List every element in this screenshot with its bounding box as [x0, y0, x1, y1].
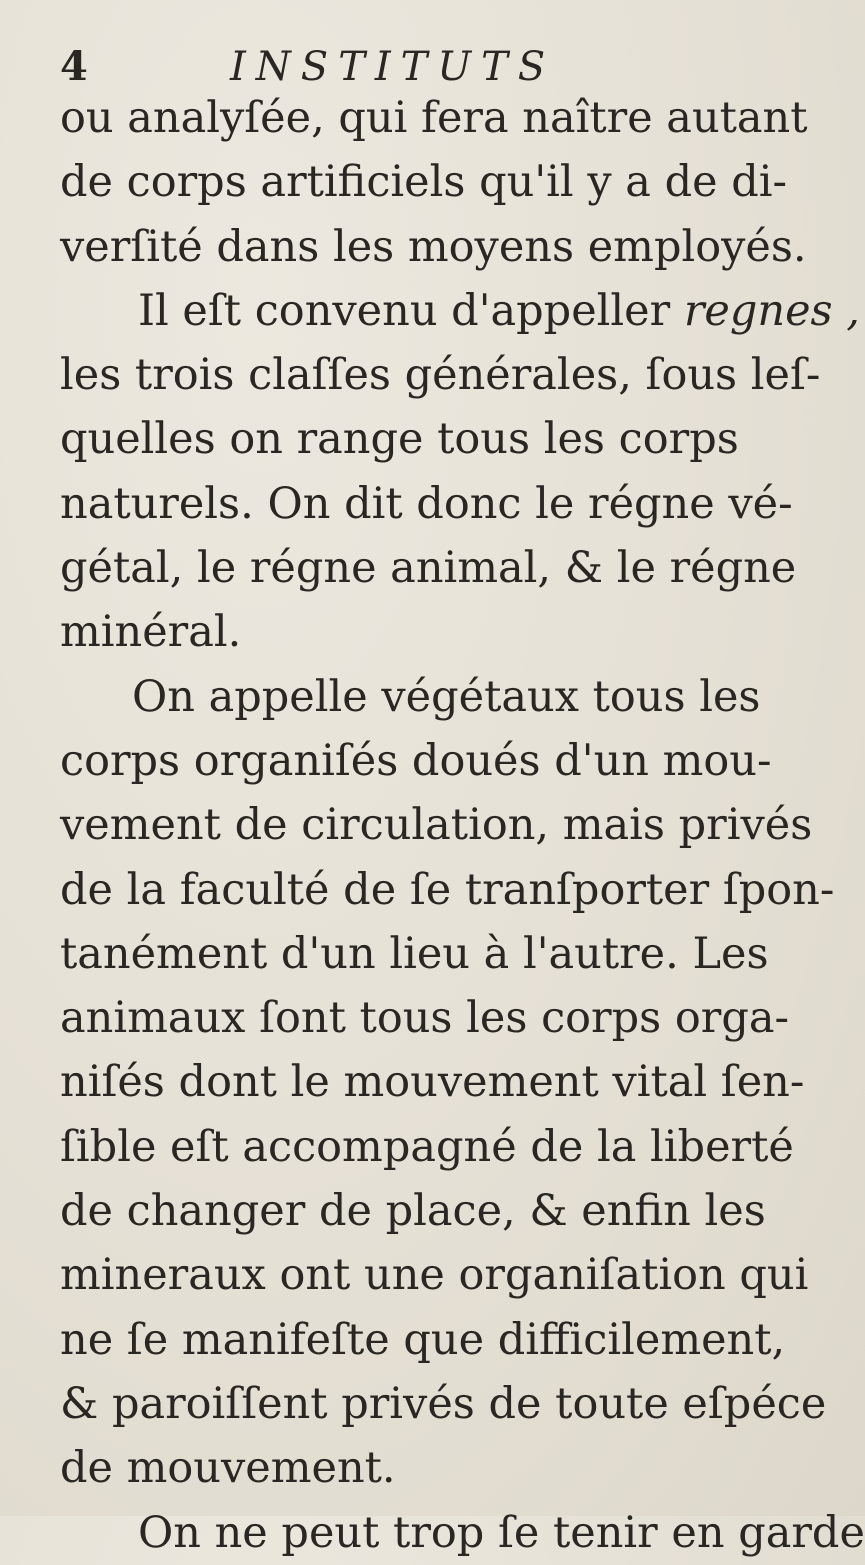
text-line: de mouvement.: [60, 1443, 396, 1494]
text-line: & paroiſſent privés de toute eſpéce: [60, 1378, 827, 1429]
text-line: ne ſe manifeſte que difficilement,: [60, 1314, 786, 1365]
text-line: de corps artificiels qu'il y a de di-: [60, 157, 788, 208]
italic-term: regnes ,: [683, 285, 860, 336]
text-line: niſés dont le mouvement vital ſen-: [60, 1057, 805, 1108]
text-line: minéral.: [60, 607, 242, 658]
running-title: INSTITUTS: [230, 44, 556, 90]
text-line: les trois claſſes générales, ſous leſ-: [60, 350, 821, 401]
text-line: mineraux ont une organiſation qui: [60, 1250, 809, 1301]
text-line: naturels. On dit donc le régne vé-: [60, 478, 793, 529]
text-line: On ne peut trop ſe tenir en garde: [138, 1507, 865, 1558]
text-line: gétal, le régne animal, & le régne: [60, 543, 797, 594]
text-line: corps organiſés doués d'un mou-: [60, 735, 772, 786]
running-head: [60, 42, 800, 92]
text-line: de changer de place, & enfin les: [60, 1186, 766, 1237]
text-line: [60, 279, 860, 343]
text-line: tanément d'un lieu à l'autre. Les: [60, 928, 769, 979]
text-line: vement de circulation, mais privés: [60, 800, 813, 851]
text-line: ou analyſée, qui fera naître autant: [60, 93, 808, 143]
page-number: 4: [60, 43, 88, 90]
text-line: quelles on range tous les corps: [60, 414, 739, 465]
body-text: [60, 86, 865, 1565]
text-line: animaux ſont tous les corps orga-: [60, 993, 790, 1044]
text-line: de la faculté de ſe tranſporter ſpon-: [60, 864, 835, 915]
text-line: ſible eſt accompagné de la liberté: [60, 1121, 794, 1172]
text-line: On appelle végétaux tous les: [132, 671, 761, 722]
text-line: verſité dans les moyens employés.: [60, 221, 807, 272]
line-text: Il eſt convenu d'appeller: [138, 285, 684, 336]
